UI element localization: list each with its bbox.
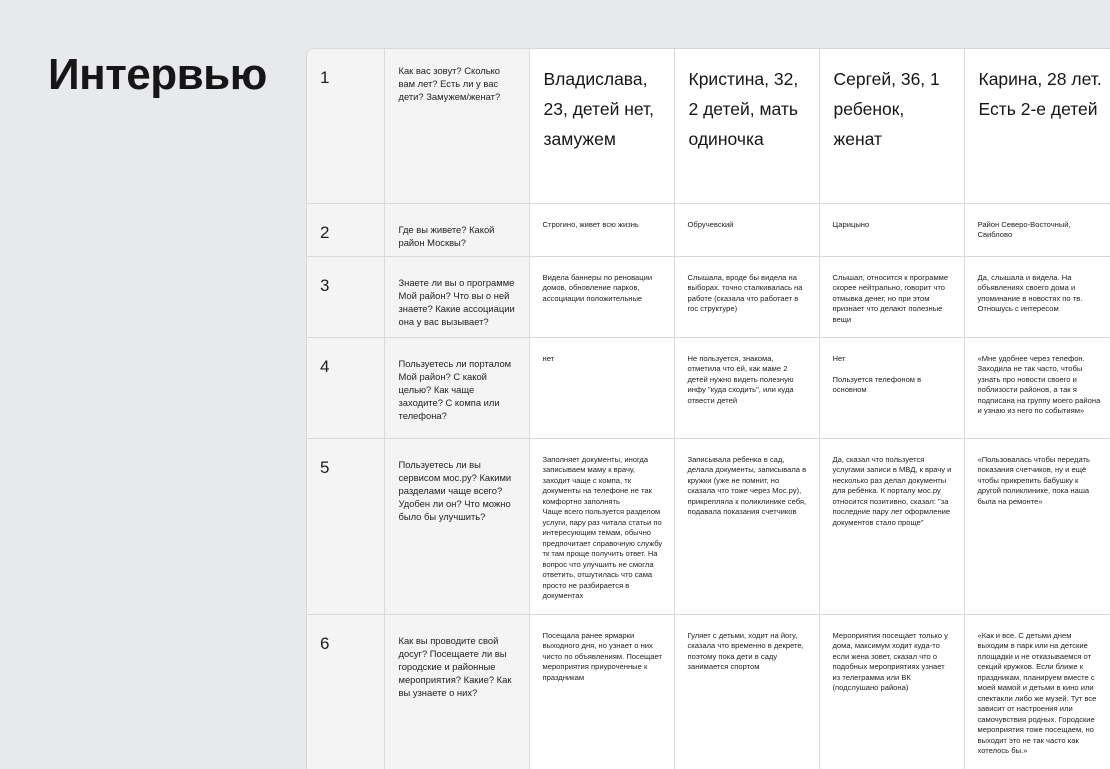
answer-cell-respondent-2: Не пользуется, знакома, отметила что ей, как маме 2 детей нужно видеть полезную инфу "куда сходить", или куда отвести детей [674, 337, 819, 438]
table-row [307, 337, 1110, 438]
answer-cell-respondent-2: Гуляет с детьми, ходит на йогу, сказала что временно в декрете, поэтому пока дети в саду занимается спортом [674, 614, 819, 769]
answer-cell-respondent-4: Район Северо-Восточный, Свиблово [964, 203, 1110, 256]
row-number: 6 [307, 614, 384, 769]
answer-cell-respondent-3: Нет Пользуется телефоном в основном [819, 337, 964, 438]
row-number: 4 [307, 337, 384, 438]
interview-table [306, 48, 1110, 769]
table-row [307, 614, 1110, 769]
row-number: 1 [307, 49, 384, 203]
table-row [307, 49, 1110, 203]
question-cell: Как вас зовут? Сколько вам лет? Есть ли у вас дети? Замужем/женат? [384, 49, 529, 203]
answer-cell-respondent-3: Да, сказал что пользуется услугами записи в МВД, к врачу и несколько раз делал документы для ребёнка. К порталу мос.ру относится позитивно, сказал: "за последние пару лет оформление документов стало проще" [819, 438, 964, 614]
question-cell: Где вы живете? Какой район Москвы? [384, 203, 529, 256]
answer-cell-respondent-4: «Пользовалась чтобы передать показания счетчиков, ну и ещё чтобы прикрепить бабушку к другой поликлинике, пока наша была на ремонте» [964, 438, 1110, 614]
answer-cell-respondent-4: «Мне удобнее через телефон. Заходила не так часто, чтобы узнать про новости своего и поблизости районов, а так я подписана на группу моего района и узнаю из него по событиям» [964, 337, 1110, 438]
table-row [307, 438, 1110, 614]
page-title: Интервью [48, 50, 267, 99]
answer-cell-respondent-3: Мероприятия посещает только у дома, максимум ходит куда-то если жена зовет, сказал что о подобных мероприятиях узнает из телеграмма или ВК (подслушано района) [819, 614, 964, 769]
row-number: 3 [307, 256, 384, 337]
answer-cell-respondent-3: Слышал, относится к программе скорее нейтрально, говорит что отмывка денег, но при этом признает что делают полезные вещи [819, 256, 964, 337]
answer-cell-respondent-2: Обручевский [674, 203, 819, 256]
answer-cell-respondent-1: Строгино, живет всю жизнь [529, 203, 674, 256]
answer-cell-respondent-3: Царицыно [819, 203, 964, 256]
question-cell: Как вы проводите свой досуг? Посещаете ли вы городские и районные мероприятия? Какие? Как вы узнаете о них? [384, 614, 529, 769]
answer-cell-respondent-3: Сергей, 36, 1 ребенок, женат [819, 49, 964, 203]
answer-cell-respondent-4: Карина, 28 лет. Есть 2-е детей [964, 49, 1110, 203]
question-cell: Знаете ли вы о программе Мой район? Что вы о ней знаете? Какие ассоциации она у вас вызывает? [384, 256, 529, 337]
row-number: 5 [307, 438, 384, 614]
row-number: 2 [307, 203, 384, 256]
answer-cell-respondent-2: Записывала ребенка в сад, делала документы, записывала в кружки (уже не помнит, но сказала что тоже через Мос.ру), прикрепляла к поликлинике себя, подавала показания счетчиков [674, 438, 819, 614]
question-cell: Пользуетесь ли порталом Мой район? С какой целью? Как чаще заходите? С компа или телефона? [384, 337, 529, 438]
answer-cell-respondent-4: Да, слышала и видела. На объявлениях своего дома и упоминание в новостях по тв. Отношусь с интересом [964, 256, 1110, 337]
table-row [307, 203, 1110, 256]
answer-cell-respondent-1: Посещала ранее ярмарки выходного дня, но узнает о них чисто по объявлениям. Посещает мероприятия приуроченные к праздникам [529, 614, 674, 769]
question-cell: Пользуетесь ли вы сервисом мос.ру? Какими разделами чаще всего? Удобен ли он? Что можно было бы улучшить? [384, 438, 529, 614]
answer-cell-respondent-1: Видела баннеры по реновации домов, обновление парков, ассоциации положительные [529, 256, 674, 337]
answer-cell-respondent-2: Кристина, 32, 2 детей, мать одиночка [674, 49, 819, 203]
answer-cell-respondent-2: Слышала, вроде бы видела на выборах. точно сталкивалась на работе (сказала что работает в гос структуре) [674, 256, 819, 337]
answer-cell-respondent-1: нет [529, 337, 674, 438]
answer-cell-respondent-1: Владислава, 23, детей нет, замужем [529, 49, 674, 203]
table-row [307, 256, 1110, 337]
answer-cell-respondent-1: Заполняет документы, иногда записываем маму к врачу, заходит чаще с компа, тк документы на телефоне не так комфортно заполнять Чаще всего пользуется разделом услуги, пару раз читала статьи по интересующим темам, обычно предпочитает справочную службу тк там проще получить ответ. На вопрос что улучшить не смогла ответить, отшутилась что сама просто не разбирается в документах [529, 438, 674, 614]
answer-cell-respondent-4: «Как и все. С детьми днем выходим в парк или на детские площадки и не отказываемся от секций кружков. Если ближе к праздникам, планируем вместе с моей мамой и детьми в кино или спектакли либо же музей. Тут все зависит от настроения или самочувствия родных. Городские мероприятия тоже посещаем, но выходит это не так часто как хотелось бы.» [964, 614, 1110, 769]
